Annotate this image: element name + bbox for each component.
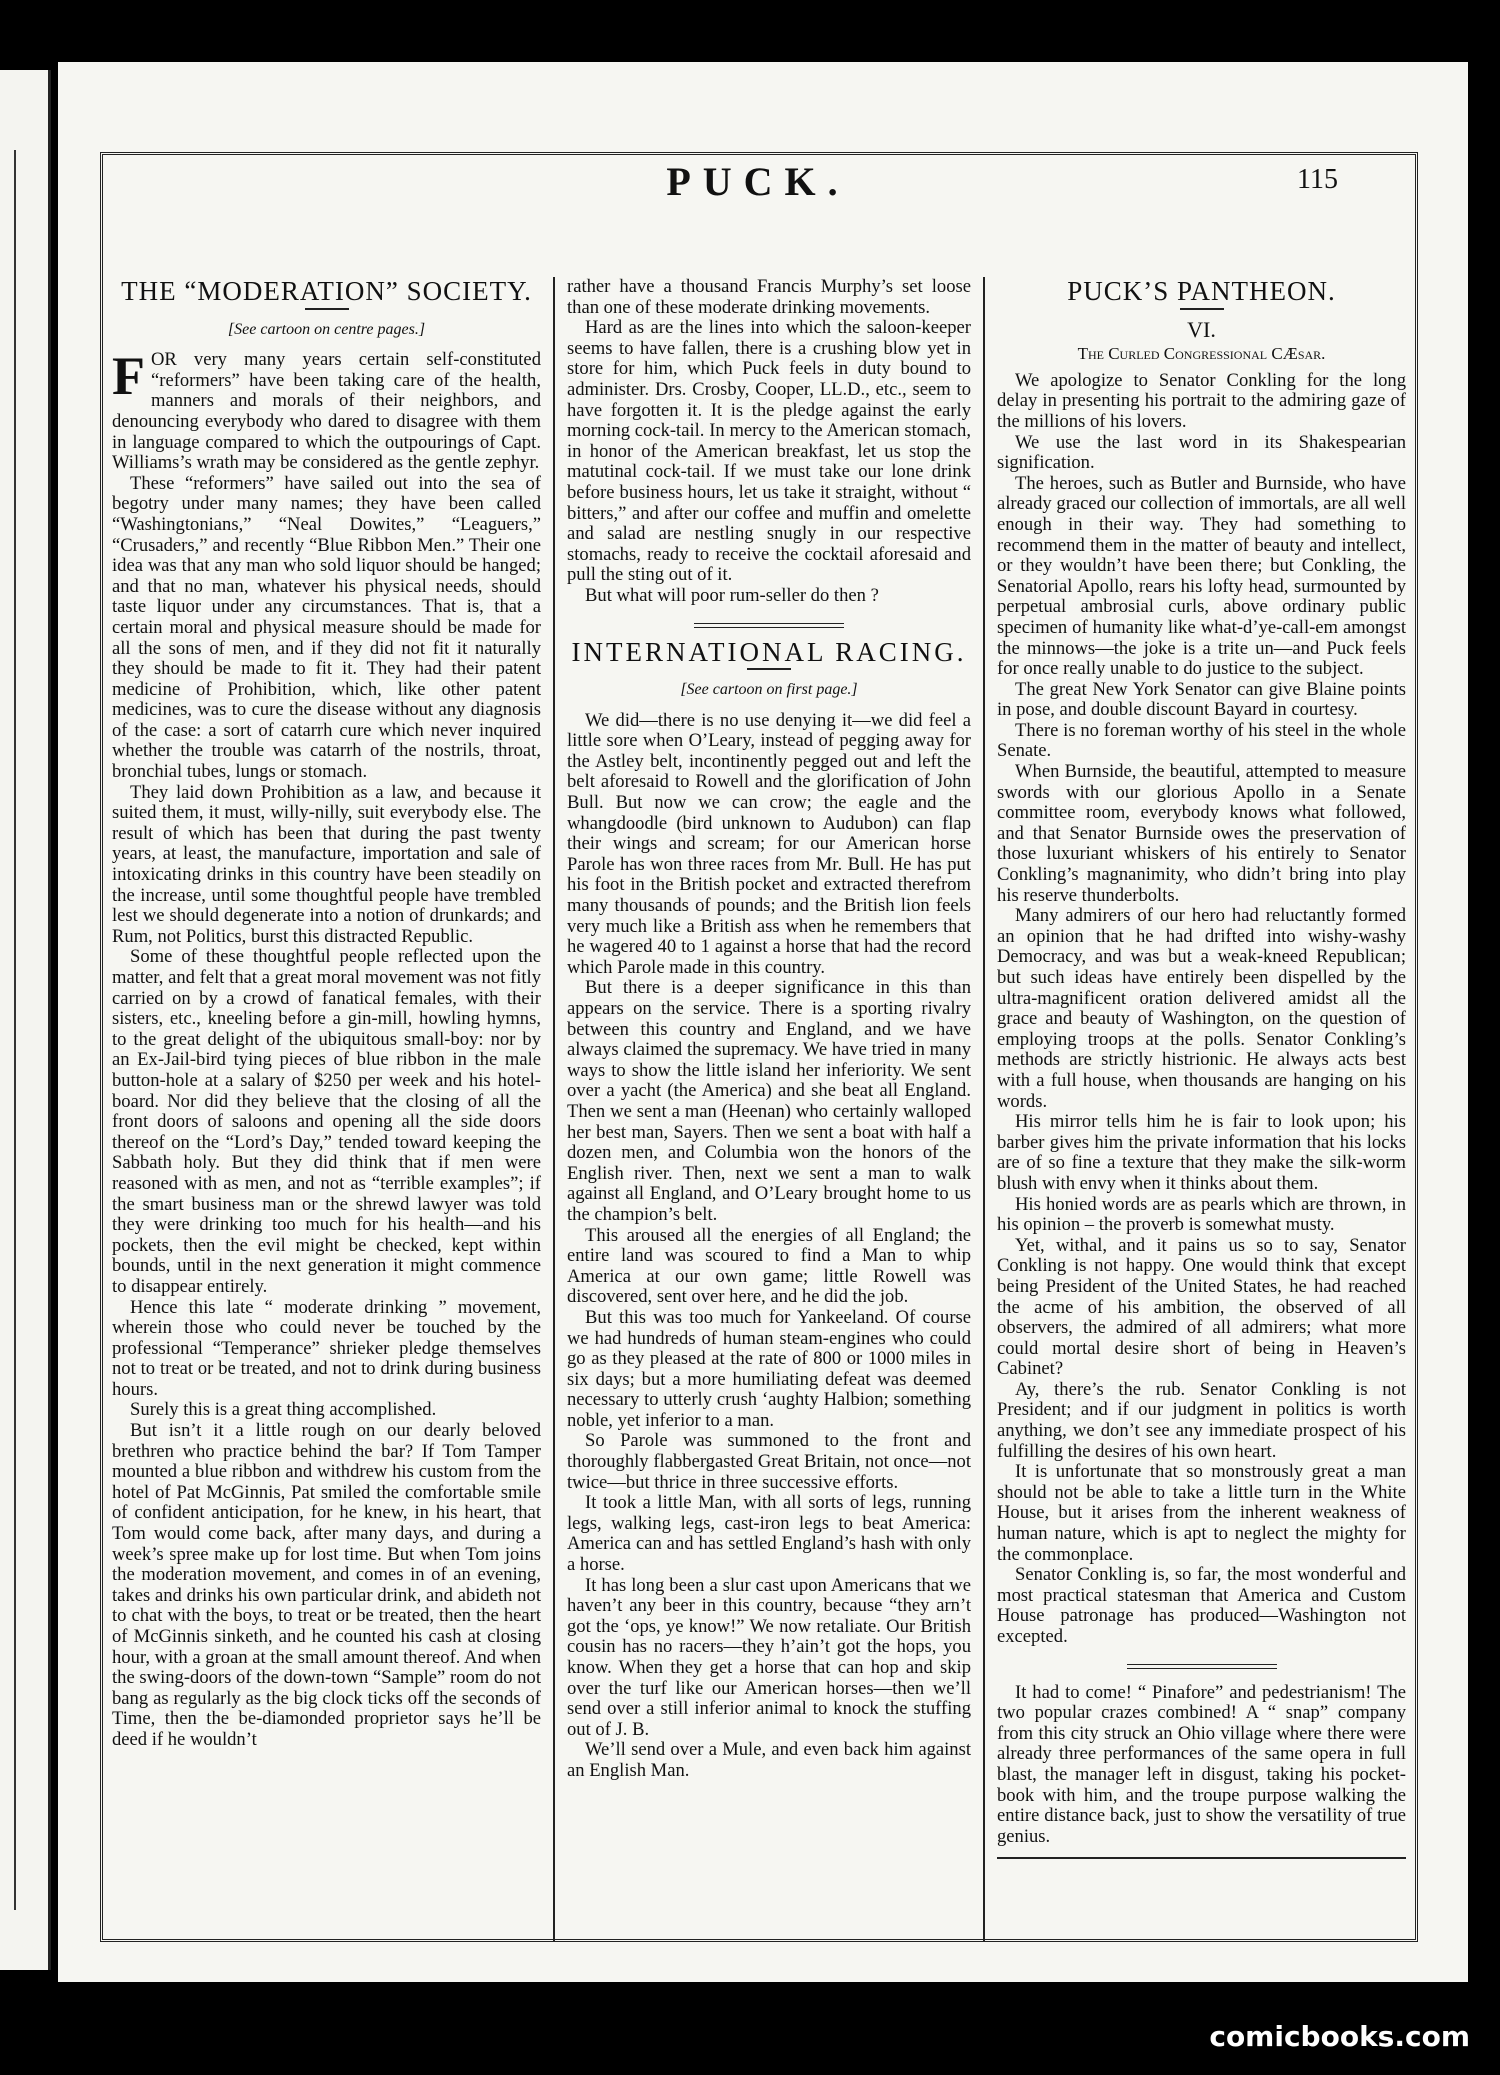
- article-body: [997, 371, 1406, 1648]
- page-border-rule: [14, 150, 16, 1910]
- watermark: comicbooks.com: [1209, 2020, 1470, 2053]
- magazine-page: [58, 62, 1468, 1982]
- paragraph: We use the last word in its Shakespearian signification.: [997, 431, 1406, 474]
- paragraph: It is unfortunate that so monstrously great a man should not be able to take a little turn in the White House, but it arises from the inherent weakness of human nature, which is apt to neglect the mighty for the commonplace.: [997, 1461, 1406, 1565]
- heading-rule: [747, 668, 791, 670]
- paragraph: Some of these thoughtful people reflected upon the matter, and felt that a great moral movement was not fitly carried on by a crowd of fanatical females, with their sisters, etc., kneeling before a gin-mill, howling hymns, to the great delight of the ubiquitous small-boy: nor by an Ex-Jail-bird tying pieces of blue ribbon in the male button-hole at a salary of $250 per week and his hotel-board. Nor did they believe that the closing of all the front doors of saloons and opening all the side doors thereof on the “Lord’s Day,” tended toward keeping the Sabbath holy. But they did think that if men were reasoned with as men, and not as “terrible examples”; if the smart business man or the shrewd lawyer was told they were drinking too much for his health—and his pockets, then the evil might be checked, kept within bounds, until in the next generation it might commence to disappear entirely.: [112, 946, 541, 1297]
- paragraph: The heroes, such as Butler and Burnside, who have already graced our collection of immortals, are all well enough in their way. They had something to recommend them in the matter of beauty and intellect, or they wouldn’t have been there; but Conkling, the Senatorial Apollo, rears his lofty head, surmounted by perpetual ambrosial curls, above ordinary public specimen of humanity like what-d’ye-call-em amongst the minnows—the joke is a trite un—and Puck feels for once really unable to do justice to the subject.: [997, 472, 1406, 680]
- paragraph: But this was too much for Yankeeland. Of course we had hundreds of human steam-engines who could go as they pleased at the rate of 800 or 1000 miles in six days; but a more humiliating defeat was deemed necessary to utterly crush ‘aughty Halbion; something noble, yet inferior to a man.: [567, 1306, 971, 1431]
- paragraph: Hard as are the lines into which the saloon-keeper seems to have fallen, there is a crushing blow yet in store for him, which Puck feels in duty bound to administer. Drs. Crosby, Cooper, LL.D., etc., seem to have forgotten it. It is the pledge against the early morning cock-tail. In mercy to the American stomach, in honor of the American breakfast, let us stop the matutinal cock-tail. If we must take our lone drink before business hours, let us take it straight, without “ bitters,” and after our coffee and muffin and omelette and salad are nestling snugly in our respective stomachs, ready to receive the cocktail aforesaid and pull the sting out of it.: [567, 317, 971, 586]
- paragraph: But there is a deeper significance in this than appears on the service. There is a sporting rivalry between this country and England, and we have always claimed the supremacy. We have tried in many ways to show the little island her inferiority. We sent over a yacht (the America) and she beat all England. Then we sent a man (Heenan) who certainly walloped her best man, Sayers. Then we sent a boat with half a dozen men, and Columbia won the honors of the English river. Then, next we sent a man to walk against all England, and O’Leary brought home to us the champion’s belt.: [567, 977, 971, 1225]
- page-number: 115: [1297, 164, 1338, 195]
- section-rule: [694, 623, 844, 628]
- paragraph: But isn’t it a little rough on our dearly beloved brethren who practice behind the bar? If Tom Tamper mounted a blue ribbon and withdrew his custom from the hotel of Pat McGinnis, Pat smiled the comfortable smile of confident anticipation, for he knew, in his heart, that Tom would come back, after many days, and during a week’s spree make up for lost time. But when Tom joins the moderation movement, and comes in of an evening, takes and drinks his own particular drink, and abideth not to chat with the boys, to treat or be treated, then the heart of McGinnis sinketh, and he counted his cash at closing hour, with a groan at the small amount thereof. And when the swing-doors of the down-town “Sample” room do not bang as regularly as the big clock ticks off the seconds of Time, then the be-diamonded proprietor says he’ll be deed if he wouldn’t: [112, 1420, 541, 1750]
- column-moderation: [100, 277, 555, 1942]
- paragraph: So Parole was summoned to the front and thoroughly flabbergasted Great Britain, not once—not twice—but thrice in three successive efforts.: [567, 1430, 971, 1493]
- masthead: [158, 158, 1358, 228]
- article-body: [567, 711, 971, 1782]
- paragraph: These “reformers” have sailed out into the sea of begotry under many names; they have been called “Washingtonians,” “Neal Dowites,” “Leaguers,” “Crusaders,” and recently “Blue Ribbon Men.” Their one idea was that any man who sold liquor should be hanged; and that no man, whatever his physical needs, should taste liquor under any circumstances. That is, that a certain moral and physical measure should be made for all the sons of men, and if they did not fit it naturally they should be made to fit it. They had their patent medicine of Prohibition, which, like other patent medicines, was to cure the disease without any diagnosis of the case: a sort of catarrh cure which never inquired whether the trouble was catarrh of the nostrils, throat, bronchial tubes, lungs or stomach.: [112, 472, 541, 783]
- paragraph: Surely this is a great thing accomplished.: [130, 1399, 437, 1421]
- continued-text: [567, 277, 971, 607]
- paragraph: They laid down Prohibition as a law, and because it suited them, it must, willy-nilly, suit everybody else. The result of which has been that during the past twenty years, at least, the manufacture, importation and sale of intoxicating drinks in this country have been steadily on the increase, until some thoughtful people have trembled lest we should degenerate into a notion of drunkards; and Rum, not Politics, burst this distracted Republic.: [112, 781, 541, 947]
- publication-title: PUCK.: [666, 159, 850, 204]
- paragraph-pinafore: It had to come! “ Pinafore” and pedestrianism! The two popular crazes combined! A “ snap” company from this city struck an Ohio village where there were already three performances of the same opera in full blast, the manager left in disgust, taking his pocket-book with him, and the troupe purpose walking the entire distance back, just to show the versatility of true genius.: [997, 1681, 1406, 1847]
- heading-rule: [1180, 308, 1224, 310]
- column-pantheon: [985, 277, 1418, 1942]
- article-heading: INTERNATIONAL RACING.: [571, 636, 967, 667]
- cartoon-note: [See cartoon on centre pages.]: [227, 320, 426, 338]
- first-paragraph: [112, 346, 541, 474]
- paragraph: Hence this late “ moderate drinking ” movement, wherein those who could never be touched by the professional “Temperance” shrieker pledge themselves not to treat or be treated, and not to drink during business hours.: [112, 1296, 541, 1400]
- paragraph: Senator Conkling is, so far, the most wonderful and most practical statesman that America and Custom House patronage has produced—Washington not excepted.: [997, 1564, 1406, 1647]
- cartoon-note: [See cartoon on first page.]: [680, 681, 858, 699]
- paragraph: It has long been a slur cast upon Americans that we haven’t any beer in this country, because “they arn’t got the ‘ops, ye know!” We now retaliate. Our British cousin has no racers—they h’ain’t got the hops, you know. When they get a horse that can hop and skip over the turf like our American horses—then we’ll send over a still inferior animal to knock the stuffing out of J. B.: [567, 1574, 971, 1740]
- paragraph: There is no foreman worthy of his steel in the whole Senate.: [997, 719, 1406, 762]
- column-end-rule: [997, 1857, 1406, 1859]
- paragraph: We apologize to Senator Conkling for the long delay in presenting his portrait to the admiring gaze of the millions of his lovers.: [997, 369, 1406, 432]
- previous-page-edge: [0, 70, 51, 1970]
- paragraph: We did—there is no use denying it—we did feel a little sore when O’Leary, instead of pegging away for the Astley belt, incontinently pegged out and left the belt aforesaid to Rowell and the glorification of John Bull. But now we can crow; the eagle and the whangdoodle (bird unknown to Audubon) can flap their wings and scream; for our American horse Parole has won three races from Mr. Bull. He has put his foot in the British pocket and extracted therefrom many thousands of pounds; and the British lion feels very much like a British ass when he remembers that he wagered 40 to 1 against a horse that had the record which Parole made in this country.: [567, 709, 971, 978]
- article-heading: THE “MODERATION” SOCIETY.: [121, 277, 532, 306]
- paragraph: But what will poor rum-seller do then ?: [585, 584, 879, 606]
- article-heading: PUCK’S PANTHEON.: [1067, 277, 1336, 306]
- column-racing: [555, 277, 985, 1942]
- paragraph: The great New York Senator can give Blaine points in pose, and double discount Bayard in courtesy.: [997, 678, 1406, 721]
- drop-cap: F: [112, 346, 145, 407]
- paragraph: It took a little Man, with all sorts of legs, running legs, walking legs, cast-iron legs to beat America: America can and has settled England’s hash with only a horse.: [567, 1492, 971, 1576]
- heading-rule: [305, 308, 349, 310]
- series-number: VI.: [1187, 316, 1216, 342]
- section-rule: [1127, 1664, 1277, 1669]
- paragraph: Many admirers of our hero had reluctantly formed an opinion that he had drifted into wishy-washy Democracy, and was but a weak-kneed Republican; but such ideas have entirely been dispelled by the ultra-magnificent oration delivered amidst all the grace and beauty of Washington, on the question of employing troops at the polls. Senator Conkling’s methods are strictly histrionic. He always acts best with a full house, when thousands are hanging on his words.: [997, 905, 1406, 1112]
- paragraph: We’ll send over a Mule, and even back him against an English Man.: [567, 1739, 971, 1781]
- first-paragraph-text: OR very many years certain self-constituted “reformers” have been taking care of the health, manners and morals of their neighbors, and denouncing everybody who dared to disagree with them in language compared to which the outpourings of Capt. Williams’s wrath may be considered as the gentle zephyr.: [112, 349, 541, 474]
- paragraph: This aroused all the energies of all England; the entire land was scoured to find a Man to whip America at our own game; little Rowell was discovered, sent over here, and he did the job.: [567, 1224, 971, 1308]
- article-body: [112, 474, 541, 1751]
- paragraph: Ay, there’s the rub. Senator Conkling is not President; and if our judgment in politics is worth anything, we don’t see any immediate prospect of his fulfilling the desires of his own heart.: [997, 1378, 1406, 1462]
- paragraph: When Burnside, the beautiful, attempted to measure swords with our glorious Apollo in a Senate committee room, everybody knows what followed, and that Senator Burnside owes the preservation of those luxuriant whiskers of his entirely to Senator Conkling’s magnanimity, who didn’t bring into play his reserve thunderbolts.: [997, 761, 1406, 906]
- article-subheading: The Curled Congressional CÆsar.: [1077, 344, 1326, 364]
- paragraph: rather have a thousand Francis Murphy’s set loose than one of these moderate drinking movements.: [567, 277, 971, 318]
- paragraph: Yet, withal, and it pains us so to say, Senator Conkling is not happy. One would think that except being President of the United States, he had reached the acme of his ambition, the observed of all observers, the admired of all admirers; what more could mortal desire short of being in Heaven’s Cabinet?: [997, 1234, 1406, 1380]
- paragraph: His mirror tells him he is fair to look upon; his barber gives him the private information that his locks are of so fine a texture that they make the silk-worm blush with envy when it thinks about them.: [997, 1111, 1406, 1194]
- paragraph: His honied words are as pearls which are thrown, in his opinion – the proverb is somewhat musty.: [997, 1193, 1406, 1236]
